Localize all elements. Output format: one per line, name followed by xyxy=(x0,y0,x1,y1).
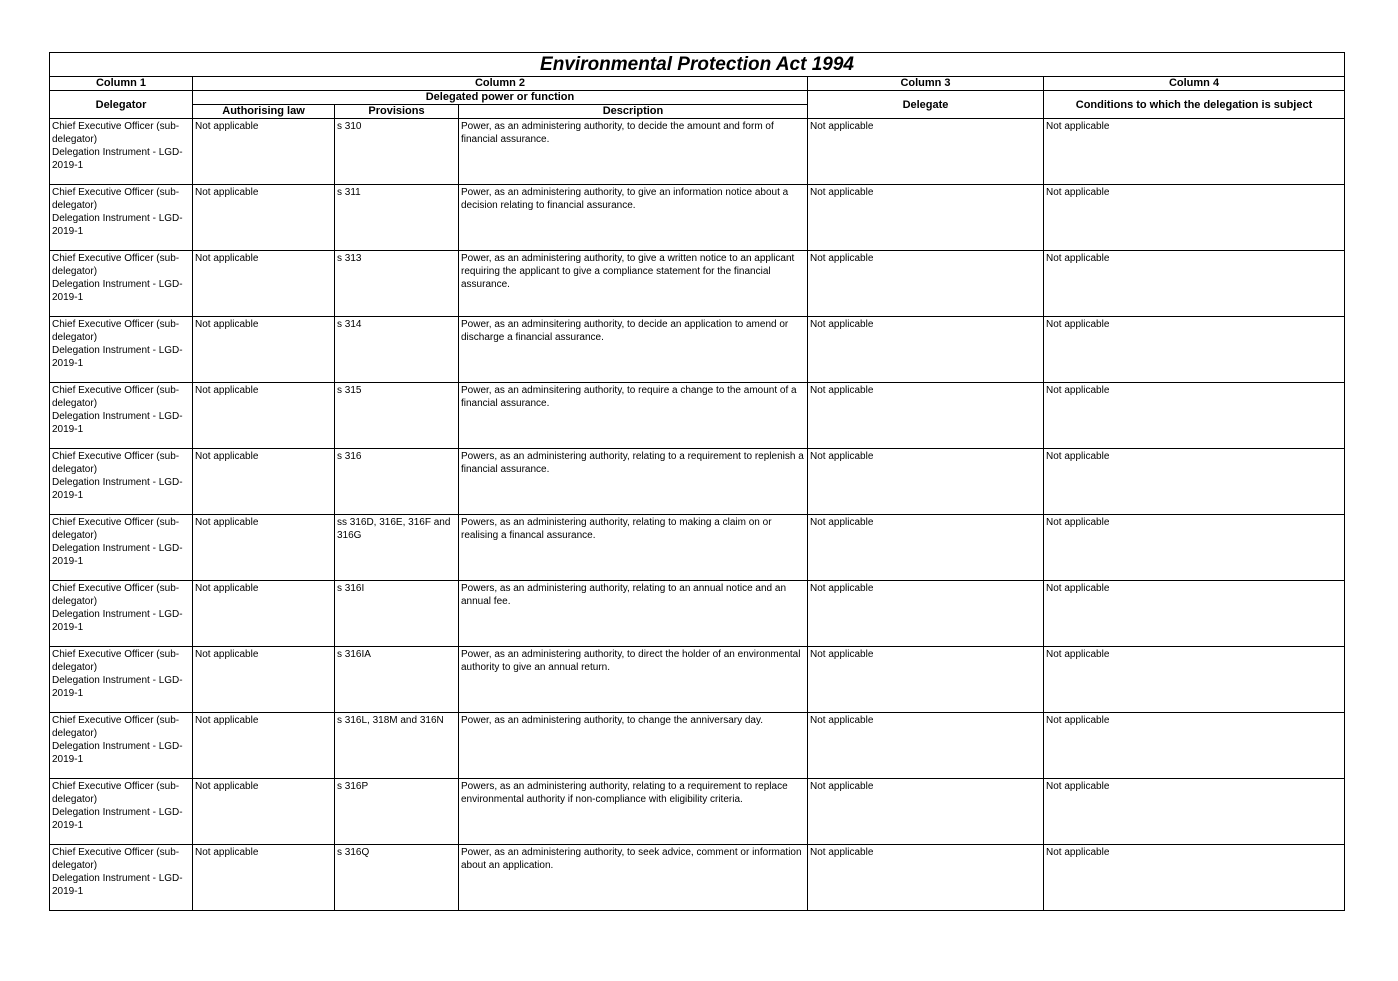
table-row xyxy=(50,581,1345,647)
delegator-cell: Chief Executive Officer (sub-delegator) Delegation Instrument - LGD-2019-1 xyxy=(50,845,193,911)
conditions-cell: Not applicable xyxy=(1044,449,1345,515)
provisions-cell: s 316Q xyxy=(335,845,459,911)
delegator-cell: Chief Executive Officer (sub-delegator) Delegation Instrument - LGD-2019-1 xyxy=(50,383,193,449)
table-row xyxy=(50,119,1345,185)
authorising-law-cell: Not applicable xyxy=(193,647,335,713)
delegator-cell: Chief Executive Officer (sub-delegator) Delegation Instrument - LGD-2019-1 xyxy=(50,515,193,581)
delegate-cell: Not applicable xyxy=(808,317,1044,383)
description-cell: Power, as an administering authority, to change the anniversary day. xyxy=(459,713,808,779)
description-cell: Power, as an administering authority, to seek advice, comment or information about an application. xyxy=(459,845,808,911)
provisions-cell: s 316I xyxy=(335,581,459,647)
delegator-cell: Chief Executive Officer (sub-delegator) Delegation Instrument - LGD-2019-1 xyxy=(50,779,193,845)
provisions-cell: s 316P xyxy=(335,779,459,845)
table-row xyxy=(50,251,1345,317)
provisions-cell: s 310 xyxy=(335,119,459,185)
column-4-header: Column 4 xyxy=(1044,77,1345,91)
delegator-cell: Chief Executive Officer (sub-delegator) Delegation Instrument - LGD-2019-1 xyxy=(50,581,193,647)
delegator-cell: Chief Executive Officer (sub-delegator) Delegation Instrument - LGD-2019-1 xyxy=(50,251,193,317)
authorising-law-cell: Not applicable xyxy=(193,185,335,251)
authorising-law-cell: Not applicable xyxy=(193,383,335,449)
table-row xyxy=(50,317,1345,383)
authorising-law-cell: Not applicable xyxy=(193,317,335,383)
authorising-law-cell: Not applicable xyxy=(193,515,335,581)
column-2-header: Column 2 xyxy=(193,77,808,91)
description-cell: Power, as an administering authority, to direct the holder of an environmental authority to give an annual return. xyxy=(459,647,808,713)
authorising-law-cell: Not applicable xyxy=(193,779,335,845)
delegator-cell: Chief Executive Officer (sub-delegator) Delegation Instrument - LGD-2019-1 xyxy=(50,713,193,779)
delegator-cell: Chief Executive Officer (sub-delegator) Delegation Instrument - LGD-2019-1 xyxy=(50,449,193,515)
authorising-law-header: Authorising law xyxy=(193,105,335,119)
delegate-cell: Not applicable xyxy=(808,647,1044,713)
conditions-cell: Not applicable xyxy=(1044,515,1345,581)
delegator-cell: Chief Executive Officer (sub-delegator) Delegation Instrument - LGD-2019-1 xyxy=(50,119,193,185)
provisions-cell: s 316L, 318M and 316N xyxy=(335,713,459,779)
delegate-header: Delegate xyxy=(808,91,1044,119)
authorising-law-cell: Not applicable xyxy=(193,449,335,515)
provisions-cell: s 314 xyxy=(335,317,459,383)
conditions-cell: Not applicable xyxy=(1044,581,1345,647)
delegator-cell: Chief Executive Officer (sub-delegator) Delegation Instrument - LGD-2019-1 xyxy=(50,647,193,713)
conditions-cell: Not applicable xyxy=(1044,713,1345,779)
description-cell: Power, as an administering authority, to decide the amount and form of financial assurance. xyxy=(459,119,808,185)
delegate-cell: Not applicable xyxy=(808,251,1044,317)
provisions-cell: s 313 xyxy=(335,251,459,317)
conditions-cell: Not applicable xyxy=(1044,383,1345,449)
table-row xyxy=(50,713,1345,779)
conditions-cell: Not applicable xyxy=(1044,251,1345,317)
delegate-cell: Not applicable xyxy=(808,515,1044,581)
delegate-cell: Not applicable xyxy=(808,185,1044,251)
description-cell: Powers, as an administering authority, relating to a requirement to replenish a financial assurance. xyxy=(459,449,808,515)
table-row xyxy=(50,185,1345,251)
conditions-header: Conditions to which the delegation is subject xyxy=(1044,91,1345,119)
authorising-law-cell: Not applicable xyxy=(193,581,335,647)
delegate-cell: Not applicable xyxy=(808,713,1044,779)
description-cell: Powers, as an administering authority, relating to making a claim on or realising a financal assurance. xyxy=(459,515,808,581)
table-row xyxy=(50,515,1345,581)
provisions-header: Provisions xyxy=(335,105,459,119)
table-row xyxy=(50,845,1345,911)
provisions-cell: ss 316D, 316E, 316F and 316G xyxy=(335,515,459,581)
delegate-cell: Not applicable xyxy=(808,449,1044,515)
description-cell: Power, as an administering authority, to give a written notice to an applicant requiring the applicant to give a compliance statement for the financial assurance. xyxy=(459,251,808,317)
conditions-cell: Not applicable xyxy=(1044,317,1345,383)
delegated-power-header: Delegated power or function xyxy=(193,91,808,105)
authorising-law-cell: Not applicable xyxy=(193,251,335,317)
provisions-cell: s 315 xyxy=(335,383,459,449)
table-row xyxy=(50,449,1345,515)
delegator-cell: Chief Executive Officer (sub-delegator) Delegation Instrument - LGD-2019-1 xyxy=(50,185,193,251)
table-body xyxy=(50,119,1345,911)
conditions-cell: Not applicable xyxy=(1044,845,1345,911)
column-1-header: Column 1 xyxy=(50,77,193,91)
authorising-law-cell: Not applicable xyxy=(193,845,335,911)
delegate-cell: Not applicable xyxy=(808,119,1044,185)
delegator-header: Delegator xyxy=(50,91,193,119)
authorising-law-cell: Not applicable xyxy=(193,119,335,185)
table-row xyxy=(50,779,1345,845)
document-title: Environmental Protection Act 1994 xyxy=(50,53,1345,77)
delegation-table xyxy=(49,52,1345,911)
delegate-cell: Not applicable xyxy=(808,581,1044,647)
column-3-header: Column 3 xyxy=(808,77,1044,91)
delegate-cell: Not applicable xyxy=(808,383,1044,449)
description-cell: Power, as an adminsitering authority, to require a change to the amount of a financial assurance. xyxy=(459,383,808,449)
description-cell: Power, as an administering authority, to give an information notice about a decision relating to financial assurance. xyxy=(459,185,808,251)
conditions-cell: Not applicable xyxy=(1044,185,1345,251)
conditions-cell: Not applicable xyxy=(1044,779,1345,845)
delegate-cell: Not applicable xyxy=(808,845,1044,911)
delegate-cell: Not applicable xyxy=(808,779,1044,845)
description-cell: Powers, as an administering authority, relating to an annual notice and an annual fee. xyxy=(459,581,808,647)
description-cell: Powers, as an administering authority, relating to a requirement to replace environmental authority if non-compliance with eligibility criteria. xyxy=(459,779,808,845)
table-row xyxy=(50,647,1345,713)
provisions-cell: s 316IA xyxy=(335,647,459,713)
table-row xyxy=(50,383,1345,449)
description-header: Description xyxy=(459,105,808,119)
conditions-cell: Not applicable xyxy=(1044,119,1345,185)
description-cell: Power, as an adminsitering authority, to decide an application to amend or discharge a financial assurance. xyxy=(459,317,808,383)
provisions-cell: s 311 xyxy=(335,185,459,251)
provisions-cell: s 316 xyxy=(335,449,459,515)
delegator-cell: Chief Executive Officer (sub-delegator) Delegation Instrument - LGD-2019-1 xyxy=(50,317,193,383)
conditions-cell: Not applicable xyxy=(1044,647,1345,713)
authorising-law-cell: Not applicable xyxy=(193,713,335,779)
